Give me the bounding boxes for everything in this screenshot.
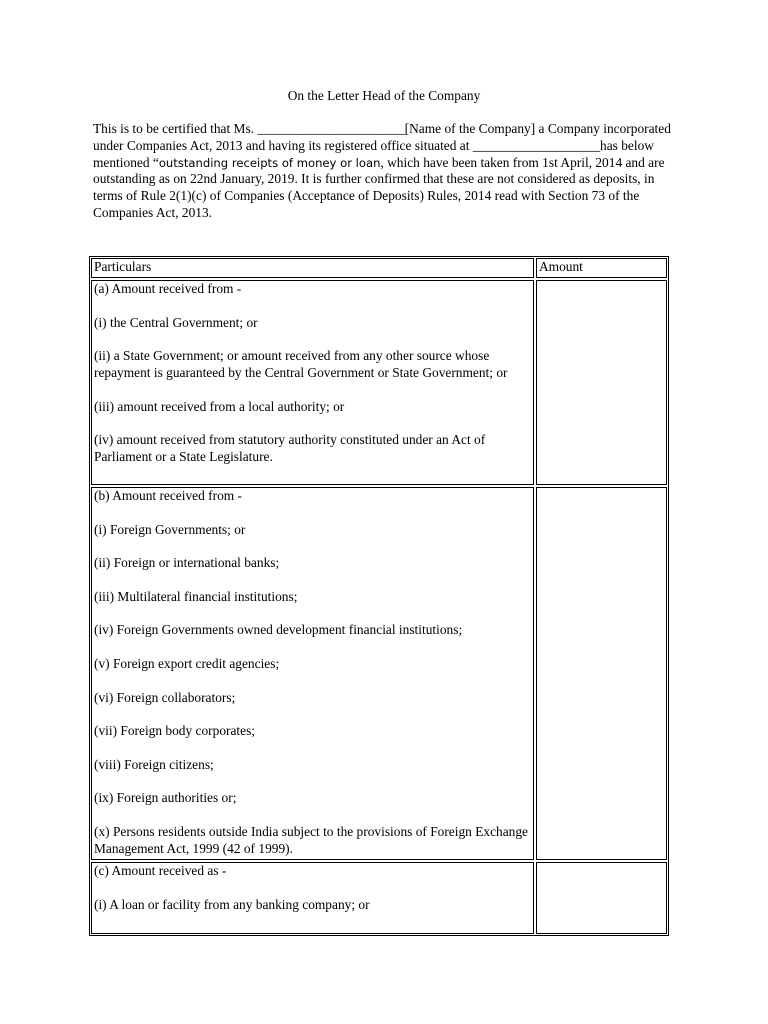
row-c-line: (i) A loan or facility from any banking company; or xyxy=(94,896,370,912)
row-a-line: (a) Amount received from - xyxy=(94,281,242,296)
intro-text-part-2: , which have been taken from 1st April, 2014 and are outstanding as on 22nd January, 2019. It is further confirmed that these are not considered as deposits, in terms of Rule 2(1)(c) of Companies (Acceptance of Deposits) Rules, 2014 read with Section 73 of the Companies Act, 2013. xyxy=(93,154,665,220)
certificate-paragraph xyxy=(93,121,678,222)
row-b-line: (vi) Foreign collaborators; xyxy=(94,689,236,705)
row-a-line: (i) the Central Government; or xyxy=(94,314,258,330)
table-row xyxy=(91,862,667,934)
particulars-table xyxy=(89,256,669,936)
amount-cell-b xyxy=(536,487,667,860)
table-header-row xyxy=(91,258,667,278)
particulars-cell-b xyxy=(91,487,534,860)
row-b-line: (i) Foreign Governments; or xyxy=(94,521,246,537)
row-b-line: (x) Persons residents outside India subject to the provisions of Foreign Exchange Management Act, 1999 (42 of 1999). xyxy=(94,823,528,856)
row-b-line: (v) Foreign export credit agencies; xyxy=(94,655,280,671)
particulars-cell-c xyxy=(91,862,534,934)
particulars-cell-a xyxy=(91,280,534,485)
table-row xyxy=(91,280,667,485)
row-c-line: (c) Amount received as - xyxy=(94,863,227,878)
amount-cell-c xyxy=(536,862,667,934)
row-b-line: (iv) Foreign Governments owned development financial institutions; xyxy=(94,622,463,638)
amount-cell-a xyxy=(536,280,667,485)
row-b-line: (vii) Foreign body corporates; xyxy=(94,723,256,739)
intro-highlight-text: outstanding receipts of money or loan xyxy=(158,155,381,170)
row-b-line: (b) Amount received from - xyxy=(94,488,242,503)
particulars-header: Particulars xyxy=(91,258,534,278)
intro-text-part-1: This is to be certified that Ms. ______________________[Name of the Company] a Company incorporated under Companies Act, 2013 and having its registered office situated at ___________________has below mentioned “ xyxy=(93,121,671,170)
row-a-line: (iv) amount received from statutory authority constituted under an Act of Parliament or a State Legislature. xyxy=(94,432,486,464)
row-a-line: (iii) amount received from a local authority; or xyxy=(94,398,345,414)
row-b-line: (viii) Foreign citizens; xyxy=(94,756,214,772)
row-a-line: (ii) a State Government; or amount received from any other source whose repayment is guaranteed by the Central Government or State Government; or xyxy=(94,348,508,380)
row-b-line: (ii) Foreign or international banks; xyxy=(94,555,280,571)
row-b-line: (ix) Foreign authorities or; xyxy=(94,790,237,806)
table-row xyxy=(91,487,667,860)
page-heading: On the Letter Head of the Company xyxy=(287,88,481,103)
amount-header: Amount xyxy=(536,258,667,278)
row-b-line: (iii) Multilateral financial institutions; xyxy=(94,588,298,604)
